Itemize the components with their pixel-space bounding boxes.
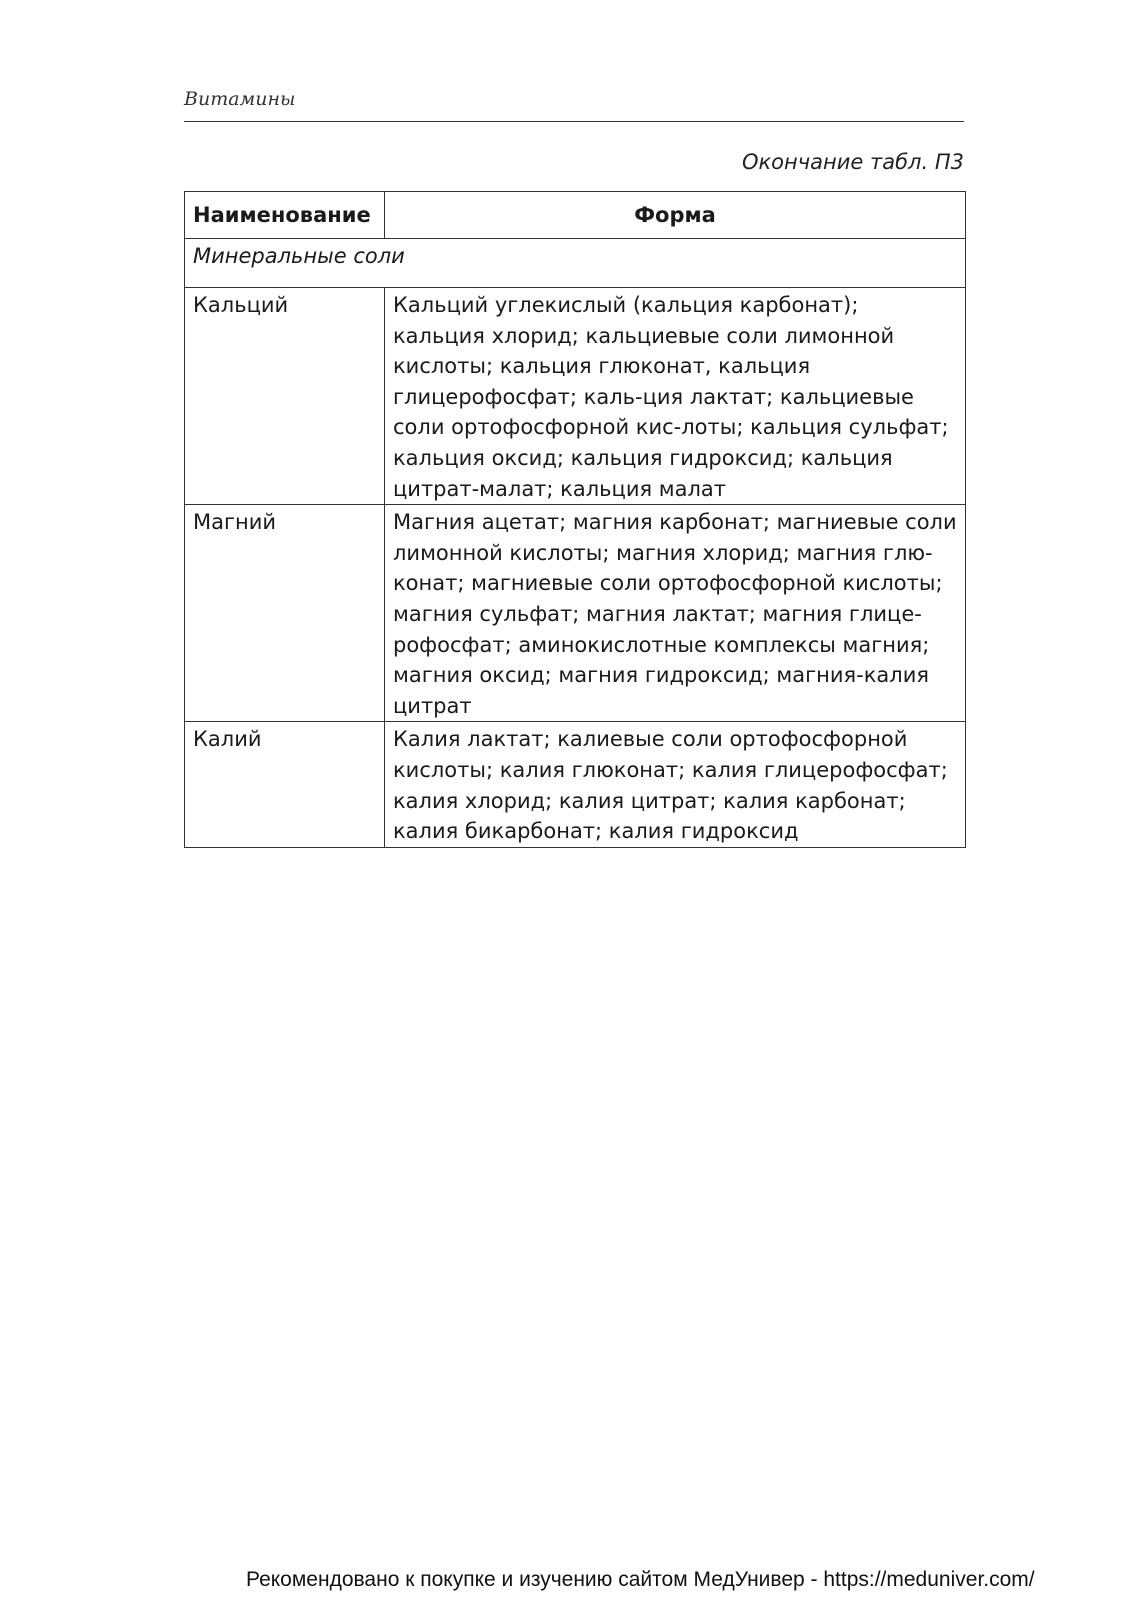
header-form: Форма [385, 192, 966, 239]
row-form: Магния ацетат; магния карбонат; магниевые соли лимонной кислоты; магния хлорид; магния глю-конат; магниевые соли ортофосфорной кислоты; магния сульфат; магния лактат; магния глице-рофосфат; аминокислотные комплексы магния; магния оксид; магния гидроксид; магния-калия цитрат [385, 505, 966, 722]
row-name: Кальций [185, 288, 385, 505]
section-label: Минеральные соли [185, 239, 966, 288]
table-caption: Окончание табл. П3 [741, 150, 964, 174]
row-form: Калия лактат; калиевые соли ортофосфорной кислоты; калия глюконат; калия глицерофосфат; калия хлорид; калия цитрат; калия карбонат; калия бикарбонат; калия гидроксид [385, 722, 966, 847]
header-name: Наименование [185, 192, 385, 239]
table-header-row [185, 192, 966, 239]
running-head: Витамины [184, 88, 296, 110]
table-row [185, 288, 966, 505]
table-row [185, 722, 966, 847]
mineral-forms-table [184, 191, 966, 848]
footer-note: Рекомендовано к покупке и изучению сайтом МедУнивер - https://meduniver.com/ [246, 1568, 1035, 1591]
row-form: Кальций углекислый (кальция карбонат); кальция хлорид; кальциевые соли лимонной кислоты; кальция глюконат, кальция глицерофосфат; каль-ция лактат; кальциевые соли ортофосфорной кис-лоты; кальция сульфат; кальция оксид; кальция гидроксид; кальция цитрат-малат; кальция малат [385, 288, 966, 505]
row-name: Магний [185, 505, 385, 722]
table-row [185, 505, 966, 722]
row-name: Калий [185, 722, 385, 847]
header-rule [184, 121, 964, 122]
section-row [185, 239, 966, 288]
